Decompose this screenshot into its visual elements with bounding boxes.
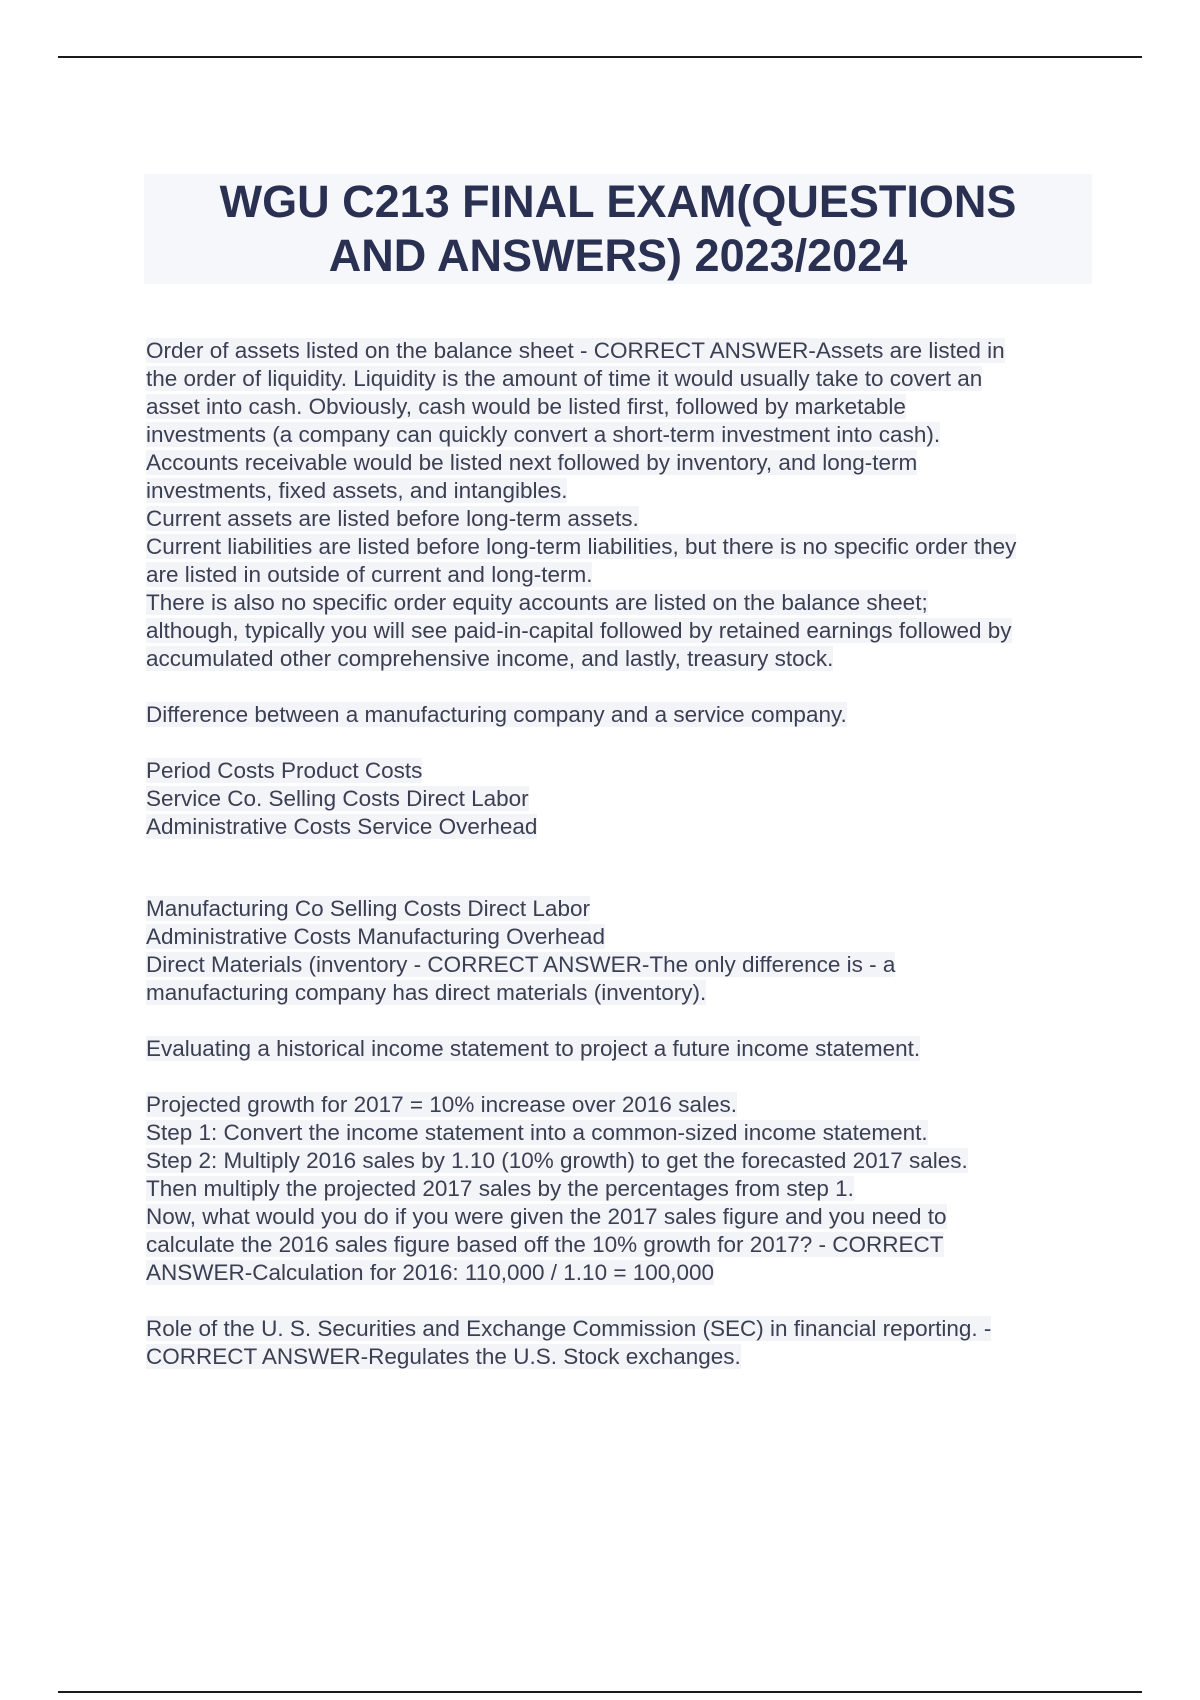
qa-block-sec <box>146 1315 1106 1371</box>
page-title <box>144 174 1092 284</box>
text-line: Administrative Costs Service Overhead <box>146 814 538 839</box>
title-line: AND ANSWERS) 2023/2024 <box>328 230 908 281</box>
bottom-rule <box>58 1691 1142 1693</box>
qa-block-income-heading <box>146 1035 1106 1063</box>
text-line: calculate the 2016 sales figure based off the 10% growth for 2017? - CORRECT <box>146 1232 944 1257</box>
cost-table-service <box>146 757 1106 841</box>
text-line: investments, fixed assets, and intangibles. <box>146 478 568 503</box>
top-rule <box>58 56 1142 58</box>
text-line: accumulated other comprehensive income, and lastly, treasury stock. <box>146 646 834 671</box>
text-line: Step 1: Convert the income statement into a common-sized income statement. <box>146 1120 928 1145</box>
text-line: Role of the U. S. Securities and Exchange Commission (SEC) in financial reporting. - <box>146 1316 992 1341</box>
text-line: Current liabilities are listed before long-term liabilities, but there is no specific order they <box>146 534 1017 559</box>
qa-block-difference-heading <box>146 701 1106 729</box>
text-line: manufacturing company has direct materials (inventory). <box>146 980 707 1005</box>
document-body <box>146 337 1106 1371</box>
cost-table-manufacturing <box>146 895 1106 1007</box>
text-line: Then multiply the projected 2017 sales by the percentages from step 1. <box>146 1176 854 1201</box>
text-line: Difference between a manufacturing company and a service company. <box>146 702 847 727</box>
text-line: Period Costs Product Costs <box>146 758 423 783</box>
text-line: ANSWER-Calculation for 2016: 110,000 / 1.10 = 100,000 <box>146 1260 715 1285</box>
text-line: Step 2: Multiply 2016 sales by 1.10 (10% growth) to get the forecasted 2017 sales. <box>146 1148 968 1173</box>
text-line: CORRECT ANSWER-Regulates the U.S. Stock exchanges. <box>146 1344 741 1369</box>
text-line: are listed in outside of current and long-term. <box>146 562 593 587</box>
text-line: investments (a company can quickly convert a short-term investment into cash). <box>146 422 941 447</box>
text-line: Direct Materials (inventory - CORRECT ANSWER-The only difference is - a <box>146 952 896 977</box>
text-line: Evaluating a historical income statement to project a future income statement. <box>146 1036 921 1061</box>
text-line: although, typically you will see paid-in-capital followed by retained earnings followed by <box>146 618 1012 643</box>
text-line: the order of liquidity. Liquidity is the amount of time it would usually take to covert an <box>146 366 983 391</box>
text-line: Projected growth for 2017 = 10% increase over 2016 sales. <box>146 1092 737 1117</box>
text-line: Order of assets listed on the balance sheet - CORRECT ANSWER-Assets are listed in <box>146 338 1005 363</box>
text-line: Now, what would you do if you were given the 2017 sales figure and you need to <box>146 1204 947 1229</box>
text-line: Current assets are listed before long-term assets. <box>146 506 639 531</box>
text-line: Service Co. Selling Costs Direct Labor <box>146 786 529 811</box>
text-line: There is also no specific order equity accounts are listed on the balance sheet; <box>146 590 928 615</box>
title-line: WGU C213 FINAL EXAM(QUESTIONS <box>219 176 1017 227</box>
text-line: Administrative Costs Manufacturing Overhead <box>146 924 605 949</box>
text-line: asset into cash. Obviously, cash would be listed first, followed by marketable <box>146 394 906 419</box>
qa-block-projection <box>146 1091 1106 1287</box>
text-line: Manufacturing Co Selling Costs Direct Labor <box>146 896 590 921</box>
qa-block-balance-sheet <box>146 337 1106 673</box>
text-line: Accounts receivable would be listed next followed by inventory, and long-term <box>146 450 918 475</box>
